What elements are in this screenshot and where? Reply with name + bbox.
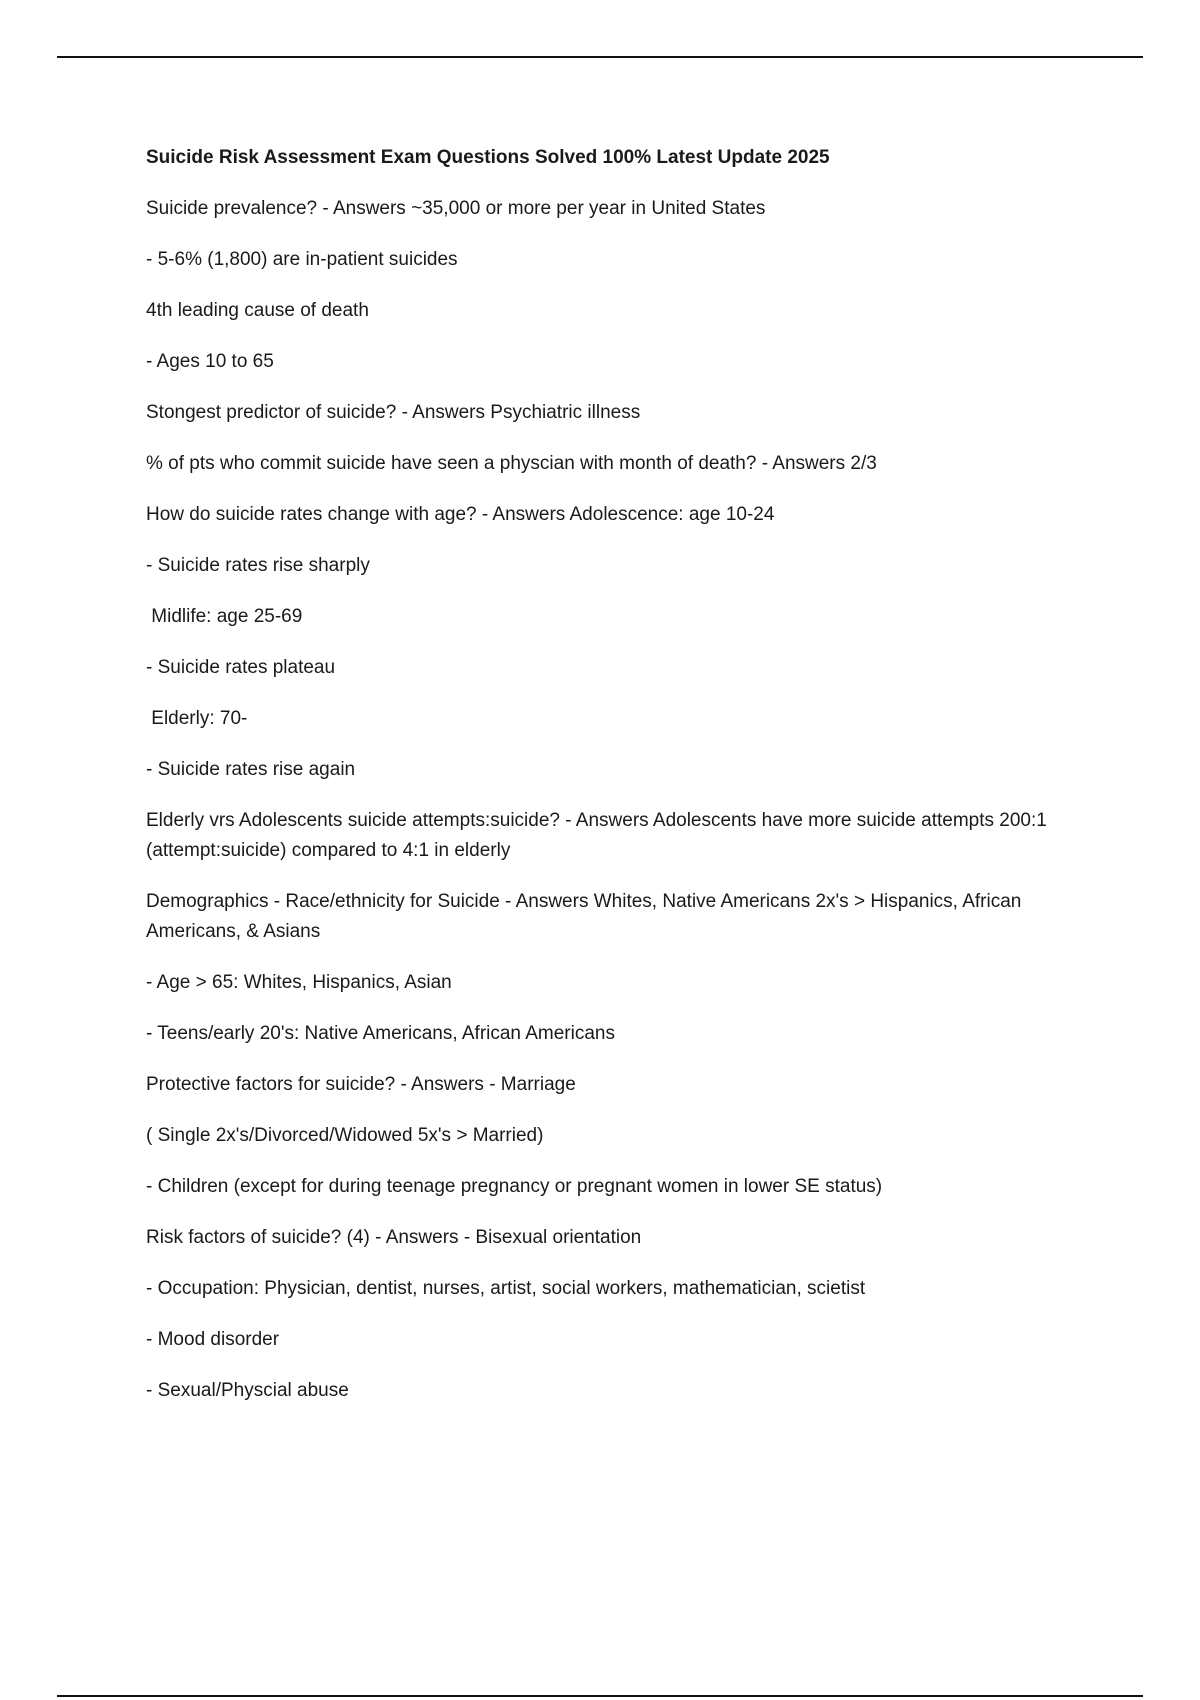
text-line-12: - Suicide rates rise again xyxy=(146,759,356,780)
text-line-11: Elderly: 70- xyxy=(146,708,248,729)
text-line-10: - Suicide rates plateau xyxy=(146,657,336,678)
text-line-2: - 5-6% (1,800) are in-patient suicides xyxy=(146,249,458,270)
text-line-18: ( Single 2x's/Divorced/Widowed 5x's > Married) xyxy=(146,1125,544,1146)
footer-rule xyxy=(57,1695,1143,1697)
text-line-4: - Ages 10 to 65 xyxy=(146,351,274,372)
text-line-15: - Age > 65: Whites, Hispanics, Asian xyxy=(146,972,452,993)
text-line-1: Suicide prevalence? - Answers ~35,000 or more per year in United States xyxy=(146,198,766,219)
text-line-14: Demographics - Race/ethnicity for Suicide - Answers Whites, Native Americans 2x's > Hispanics, African Americans, & Asians xyxy=(146,891,1026,942)
document-title: Suicide Risk Assessment Exam Questions Solved 100% Latest Update 2025 xyxy=(146,147,830,168)
text-line-22: - Mood disorder xyxy=(146,1329,280,1350)
text-line-6: % of pts who commit suicide have seen a physcian with month of death? - Answers 2/3 xyxy=(146,453,877,474)
text-line-21: - Occupation: Physician, dentist, nurses, artist, social workers, mathematician, scietist xyxy=(146,1278,866,1299)
text-line-3: 4th leading cause of death xyxy=(146,300,369,321)
header-rule xyxy=(57,56,1143,58)
text-line-8: - Suicide rates rise sharply xyxy=(146,555,370,576)
text-line-17: Protective factors for suicide? - Answers - Marriage xyxy=(146,1074,576,1095)
text-line-9: Midlife: age 25-69 xyxy=(146,606,303,627)
document-body xyxy=(146,144,1086,1427)
text-line-20: Risk factors of suicide? (4) - Answers - Bisexual orientation xyxy=(146,1227,642,1248)
text-line-5: Stongest predictor of suicide? - Answers Psychiatric illness xyxy=(146,402,641,423)
text-line-7: How do suicide rates change with age? - Answers Adolescence: age 10-24 xyxy=(146,504,775,525)
text-line-13: Elderly vrs Adolescents suicide attempts:suicide? - Answers Adolescents have more suicide attempts 200:1 (attempt:suicide) compared to 4:1 in elderly xyxy=(146,810,1053,861)
text-line-16: - Teens/early 20's: Native Americans, African Americans xyxy=(146,1023,615,1044)
text-line-19: - Children (except for during teenage pregnancy or pregnant women in lower SE status) xyxy=(146,1176,883,1197)
text-line-23: - Sexual/Physcial abuse xyxy=(146,1380,349,1401)
